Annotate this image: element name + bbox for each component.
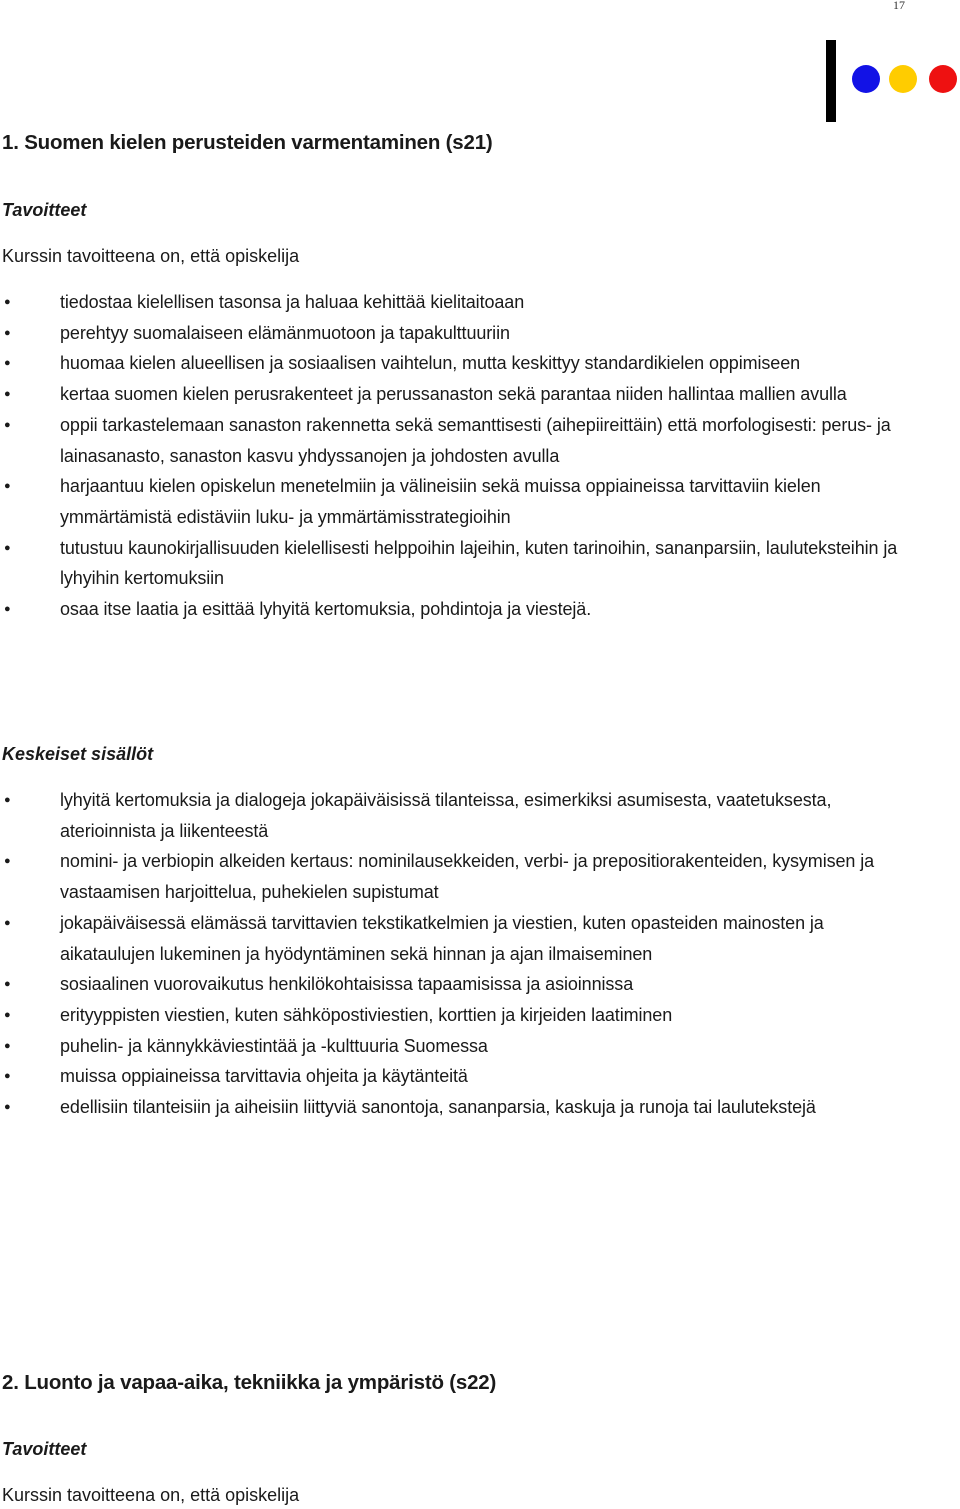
list-item-text: lyhyitä kertomuksia ja dialogeja jokapäiväisissä tilanteissa, esimerkiksi asumisesta, vaatetuksesta, aterioinnista ja liikenteestä bbox=[60, 790, 832, 841]
list-item-text: muissa oppiaineissa tarvittavia ohjeita ja käytänteitä bbox=[60, 1066, 468, 1087]
bullet-icon: ● bbox=[4, 480, 11, 493]
section2-goals-heading: Tavoitteet bbox=[2, 1439, 87, 1459]
bullet-icon: ● bbox=[4, 1039, 11, 1052]
logo-yellow-dot bbox=[889, 65, 917, 93]
list-item bbox=[2, 348, 910, 379]
page-number: 17 bbox=[893, 0, 905, 12]
list-item-text: edellisiin tilanteisiin ja aiheisiin liittyviä sanontoja, sananparsia, kaskuja ja runoja tai laulutekstejä bbox=[60, 1097, 816, 1118]
list-item-text: kertaa suomen kielen perusrakenteet ja perussanaston sekä parantaa niiden hallintaa mallien avulla bbox=[60, 384, 847, 405]
list-item bbox=[2, 594, 910, 625]
list-item-text: jokapäiväisessä elämässä tarvittavien tekstikatkelmien ja viestien, kuten opasteiden mainosten ja aikataulujen lukeminen ja hyödyntäminen sekä hinnan ja ajan ilmaiseminen bbox=[60, 912, 824, 964]
list-item-text: tutustuu kaunokirjallisuuden kielellisesti helppoihin lajeihin, kuten tarinoihin, sananparsiin, lauluteksteihin ja lyhyihin kertomuksiin bbox=[60, 537, 898, 589]
section1-goals-intro: Kurssin tavoitteena on, että opiskelija bbox=[2, 246, 300, 266]
bullet-icon: ● bbox=[4, 1008, 11, 1021]
section1-contents-list bbox=[2, 785, 922, 1123]
section1-goals-heading: Tavoitteet bbox=[2, 200, 87, 220]
section2-goals-intro: Kurssin tavoitteena on, että opiskelija bbox=[2, 1485, 300, 1505]
bullet-icon: ● bbox=[4, 916, 11, 929]
bullet-icon: ● bbox=[4, 388, 11, 401]
bullet-icon: ● bbox=[4, 296, 11, 308]
bullet-icon: ● bbox=[4, 326, 11, 339]
bullet-icon: ● bbox=[4, 603, 11, 616]
bullet-icon: ● bbox=[4, 357, 11, 370]
list-item bbox=[2, 287, 910, 318]
section1 bbox=[2, 131, 922, 155]
list-item bbox=[2, 318, 910, 349]
bullet-icon: ● bbox=[4, 794, 11, 806]
list-item-text: puhelin- ja kännykkäviestintää ja -kulttuuria Suomessa bbox=[60, 1035, 488, 1056]
list-item-text: sosiaalinen vuorovaikutus henkilökohtaisissa tapaamisissa ja asioinnissa bbox=[60, 974, 634, 995]
list-item bbox=[2, 969, 910, 1000]
logo-bar bbox=[826, 40, 836, 122]
section2-title: 2. Luonto ja vapaa-aika, tekniikka ja ympäristö (s22) bbox=[2, 1371, 497, 1394]
list-item-text: oppii tarkastelemaan sanaston rakennetta sekä semanttisesti (aihepiireittäin) että morfologisesti: perus- ja lainasanasto, sanaston kasvu yhdyssanojen ja johdosten avulla bbox=[60, 414, 891, 466]
list-item bbox=[2, 908, 910, 969]
list-item-text: harjaantuu kielen opiskelun menetelmiin ja välineisiin sekä muissa oppiaineissa tarvittaviin kielen ymmärtämistä edistäviin luku- ja ymmärtämisstrategioihin bbox=[60, 476, 821, 527]
bullet-icon: ● bbox=[4, 1101, 11, 1114]
list-item bbox=[2, 846, 910, 907]
list-item bbox=[2, 785, 910, 846]
list-item bbox=[2, 1061, 910, 1092]
logo-red-dot bbox=[929, 65, 957, 93]
publisher-logo bbox=[826, 40, 960, 122]
list-item bbox=[2, 533, 910, 594]
bullet-icon: ● bbox=[4, 855, 11, 868]
list-item-text: tiedostaa kielellisen tasonsa ja haluaa kehittää kielitaitoaan bbox=[60, 292, 525, 312]
list-item-text: erityyppisten viestien, kuten sähköpostiviestien, korttien ja kirjeiden laatiminen bbox=[60, 1004, 673, 1025]
list-item-text: osaa itse laatia ja esittää lyhyitä kertomuksia, pohdintoja ja viestejä. bbox=[60, 599, 592, 620]
list-item bbox=[2, 410, 910, 471]
list-item bbox=[2, 1000, 910, 1031]
section1-title: 1. Suomen kielen perusteiden varmentaminen (s21) bbox=[2, 131, 493, 154]
bullet-icon: ● bbox=[4, 541, 11, 554]
list-item bbox=[2, 379, 910, 410]
section1-goals-list bbox=[2, 287, 922, 625]
list-item bbox=[2, 1092, 910, 1123]
list-item bbox=[2, 1031, 910, 1062]
bullet-icon: ● bbox=[4, 978, 11, 991]
list-item-text: huomaa kielen alueellisen ja sosiaalisen vaihtelun, mutta keskittyy standardikielen oppimiseen bbox=[60, 353, 801, 374]
list-item-text: perehtyy suomalaiseen elämänmuotoon ja tapakulttuuriin bbox=[60, 322, 510, 343]
bullet-icon: ● bbox=[4, 418, 11, 431]
logo-blue-dot bbox=[852, 65, 880, 93]
section1-contents-heading: Keskeiset sisällöt bbox=[2, 744, 154, 764]
list-item bbox=[2, 471, 910, 532]
list-item-text: nomini- ja verbiopin alkeiden kertaus: nominilausekkeiden, verbi- ja prepositiorakenteiden, kysymisen ja vastaamisen harjoittelua, puhekielen supistumat bbox=[60, 851, 875, 903]
bullet-icon: ● bbox=[4, 1070, 11, 1083]
